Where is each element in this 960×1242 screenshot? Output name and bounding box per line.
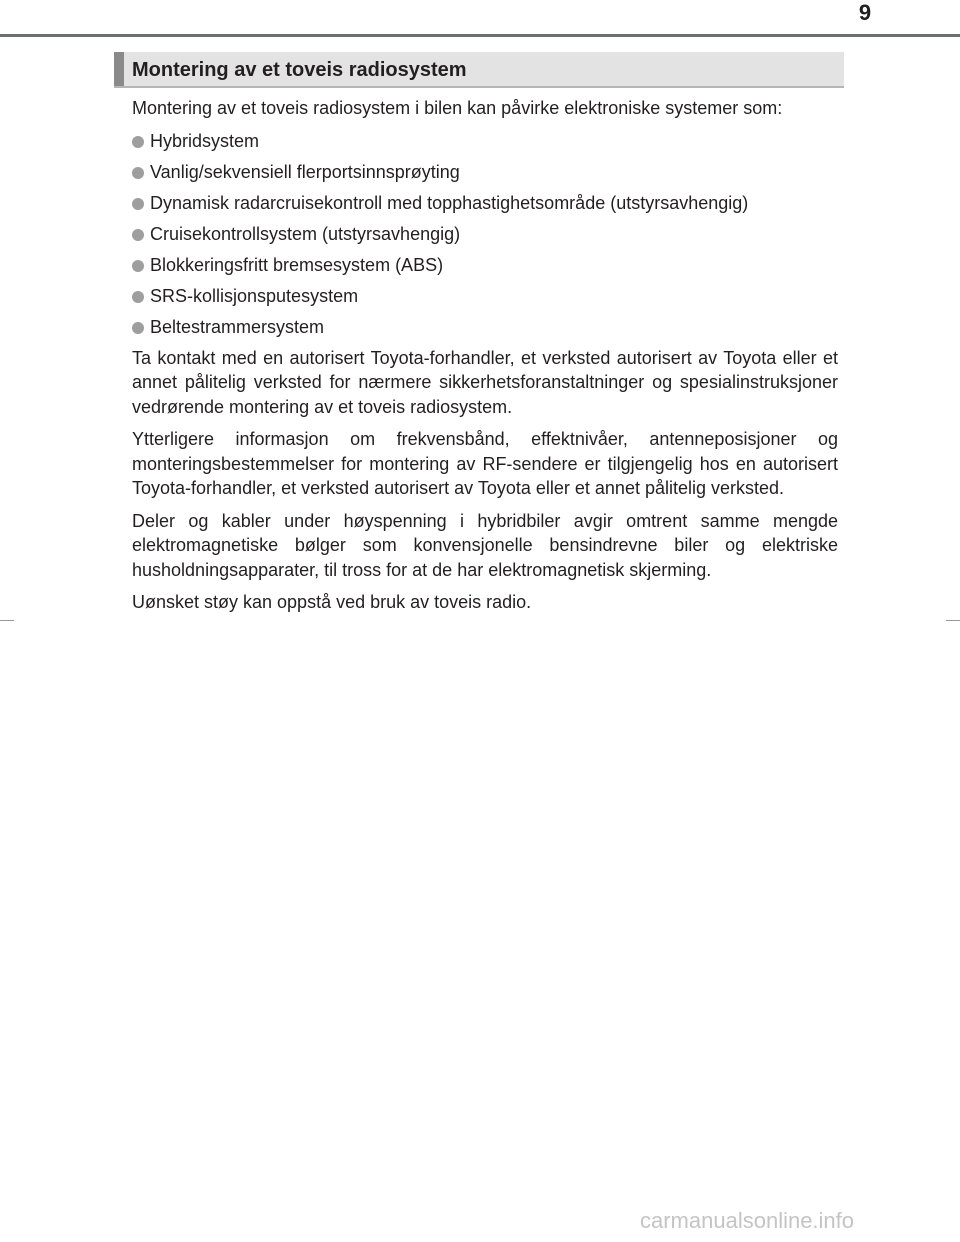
body-paragraph: Deler og kabler under høyspenning i hybridbiler avgir omtrent samme mengde elektromagnetiske bølger som konvensjonelle bensindrevne biler og elektriske husholdningsapparater, til tross for at de har elektromagnetisk skjerming. bbox=[132, 510, 838, 580]
bullet-dot-icon bbox=[132, 136, 144, 148]
body-paragraph: Ytterligere informasjon om frekvensbånd, effektnivåer, antenneposisjoner og monteringsbestemmelser for montering av RF-sendere er tilgjengelig hos en autorisert Toyota-forhandler, et verksted autorisert av Toyota eller et annet pålitelig verksted. bbox=[132, 429, 838, 498]
list-item bbox=[132, 315, 838, 340]
bullet-dot-icon bbox=[132, 260, 144, 272]
list-item bbox=[132, 129, 838, 154]
bullet-dot-icon bbox=[132, 167, 144, 179]
list-item-text: Dynamisk radarcruisekontroll med topphastighetsområde (utstyrsavhengig) bbox=[150, 192, 749, 213]
list-item-text: Vanlig/sekvensiell flerportsinnsprøyting bbox=[150, 161, 460, 182]
crop-mark-left bbox=[0, 620, 14, 621]
list-item-text: Blokkeringsfritt bremsesystem (ABS) bbox=[150, 254, 444, 275]
crop-mark-right bbox=[946, 620, 960, 621]
list-item bbox=[132, 191, 838, 216]
list-item bbox=[132, 160, 838, 185]
list-item bbox=[132, 253, 838, 278]
bullet-dot-icon bbox=[132, 291, 144, 303]
body-paragraph: Uønsket støy kan oppstå ved bruk av toveis radio. bbox=[132, 592, 532, 612]
list-item-text: SRS-kollisjonsputesystem bbox=[150, 285, 359, 306]
bullet-dot-icon bbox=[132, 198, 144, 210]
page-number: 9 bbox=[858, 0, 872, 25]
list-item-text: Beltestrammersystem bbox=[150, 316, 325, 337]
body-content bbox=[132, 96, 838, 623]
bullet-dot-icon bbox=[132, 229, 144, 241]
body-paragraph: Ta kontakt med en autorisert Toyota-forhandler, et verksted autorisert av Toyota eller et annet pålitelig verksted for nærmere sikkerhetsforanstaltninger og spesialinstruksjoner vedrørende montering av et toveis radiosystem. bbox=[132, 347, 838, 417]
section-header bbox=[114, 52, 844, 88]
intro-paragraph: Montering av et toveis radiosystem i bilen kan påvirke elektroniske systemer som: bbox=[132, 98, 783, 118]
list-item bbox=[132, 284, 838, 309]
bullet-dot-icon bbox=[132, 322, 144, 334]
top-rule bbox=[0, 34, 960, 37]
list-item bbox=[132, 222, 838, 247]
section-title: Montering av et toveis radiosystem bbox=[132, 59, 467, 81]
watermark: carmanualsonline.info bbox=[640, 1208, 855, 1233]
list-item-text: Hybridsystem bbox=[150, 130, 260, 151]
section-header-accent-bar bbox=[114, 52, 124, 86]
list-item-text: Cruisekontrollsystem (utstyrsavhengig) bbox=[150, 223, 461, 244]
bullet-list bbox=[132, 129, 838, 340]
